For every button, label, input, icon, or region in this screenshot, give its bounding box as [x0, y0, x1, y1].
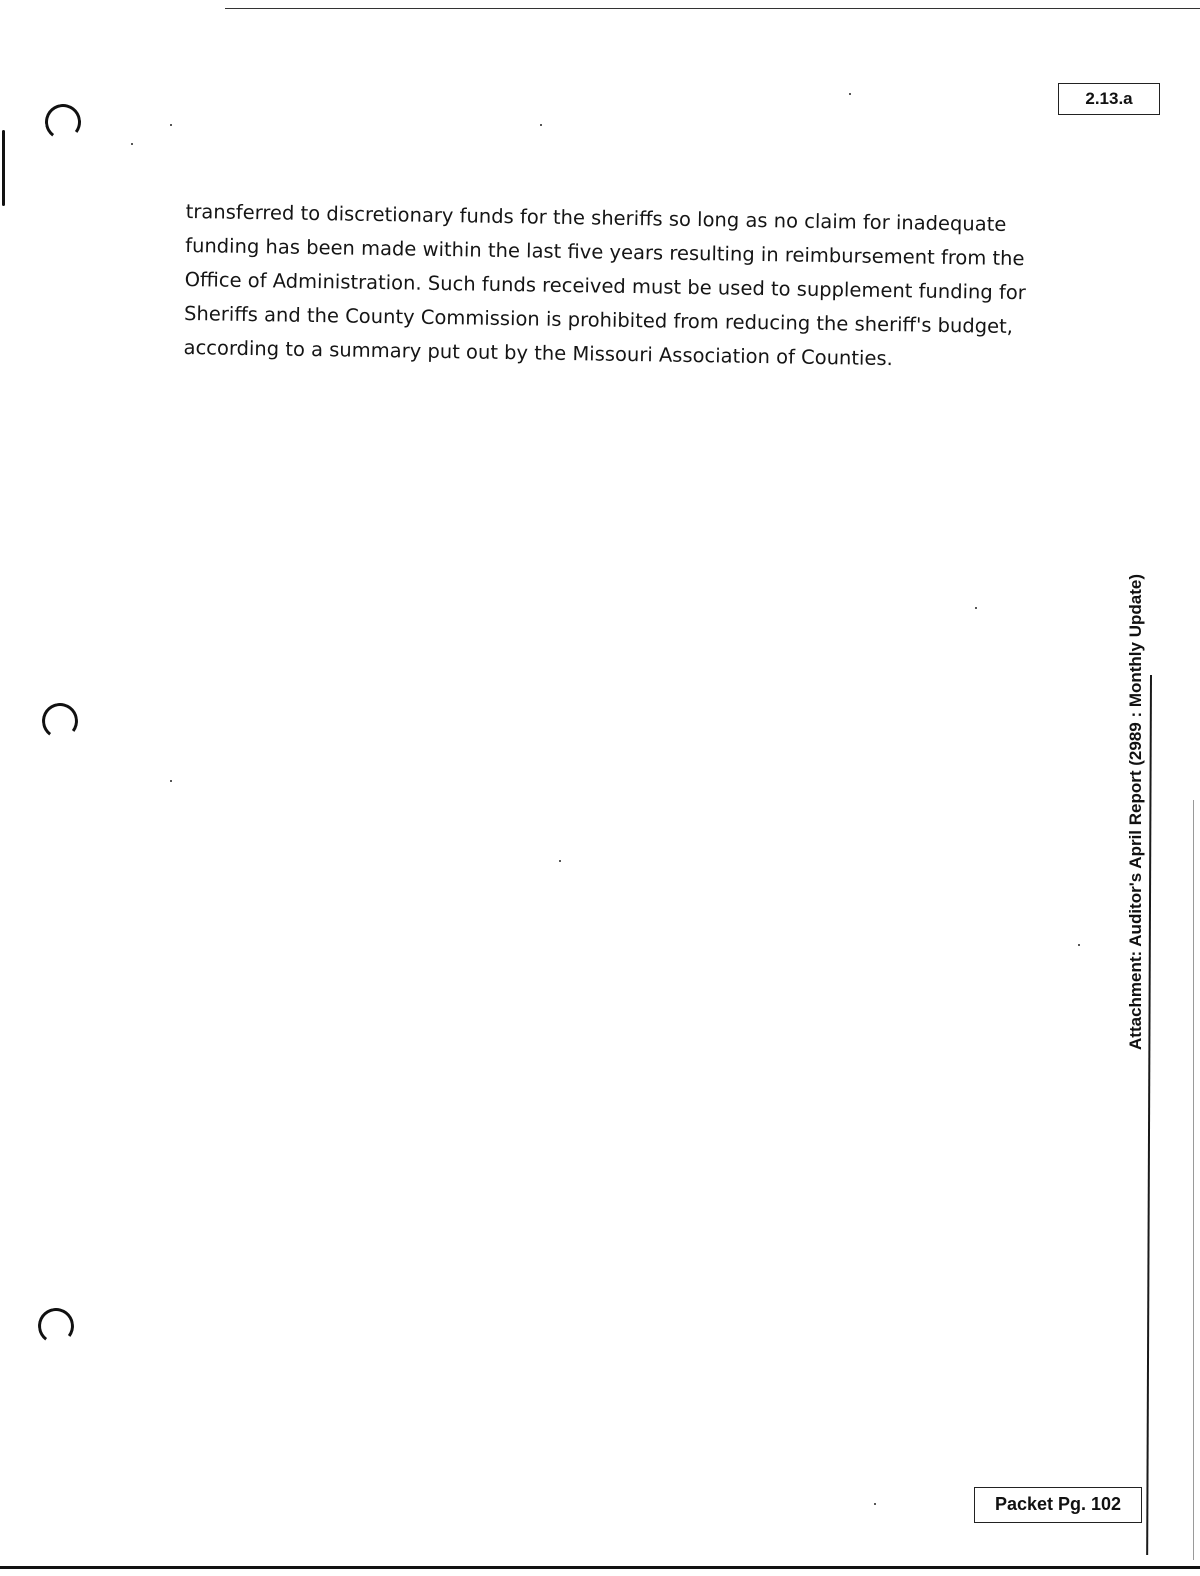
scan-speck [540, 124, 542, 126]
scan-speck [849, 93, 851, 95]
punch-hole-icon [43, 102, 84, 143]
body-paragraph [183, 195, 1066, 379]
item-tag: 2.13.a [1058, 83, 1160, 115]
scan-speck [874, 1503, 876, 1505]
left-margin-mark [2, 130, 5, 206]
scan-speck [131, 143, 133, 145]
body-line: transferred to discretionary funds for the sheriffs so long as no claim for inadequate [185, 199, 1007, 236]
top-rule [225, 8, 1200, 9]
scan-speck [170, 124, 172, 126]
body-line: Office of Administration. Such funds received must be used to supplement funding for [184, 267, 1026, 305]
body-line: according to a summary put out by the Missouri Association of Counties. [183, 335, 893, 371]
body-line: funding has been made within the last five years resulting in reimbursement from the [185, 233, 1025, 271]
right-edge-rule [1193, 800, 1194, 1560]
scan-speck [975, 607, 977, 609]
punch-hole-icon [36, 1306, 77, 1347]
scan-speck [559, 860, 561, 862]
punch-hole-icon [40, 701, 81, 742]
scan-speck [170, 780, 172, 782]
attachment-label: Attachment: Auditor's April Report (2989 : Monthly Update) [1126, 574, 1145, 1050]
packet-page-number: Packet Pg. 102 [974, 1487, 1142, 1523]
scan-speck [1078, 944, 1080, 946]
bottom-rule [0, 1566, 1200, 1569]
body-line: Sheriffs and the County Commission is prohibited from reducing the sheriff's budget, [183, 301, 1014, 339]
